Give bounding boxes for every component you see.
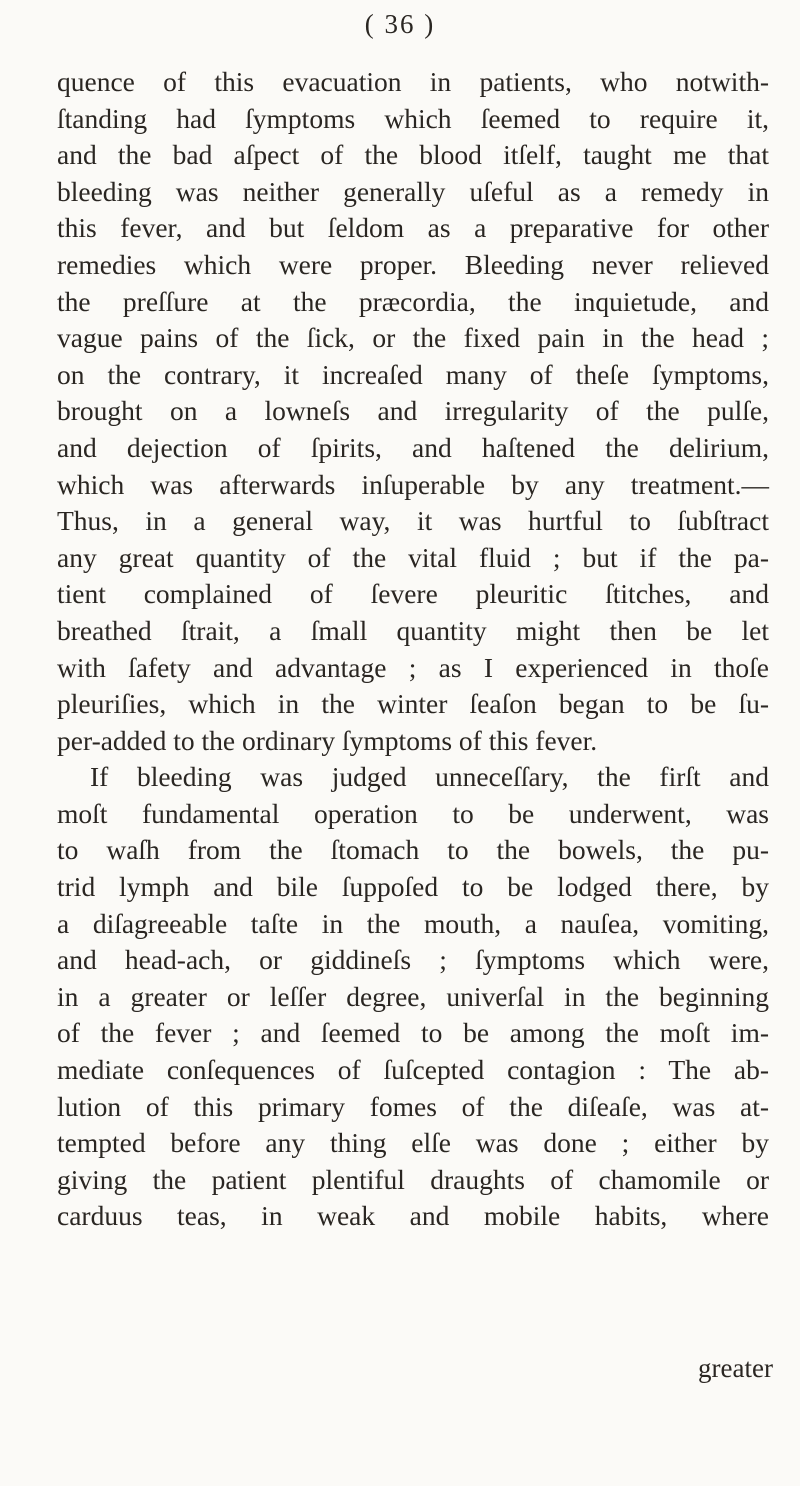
text-line: tempted before any thing elſe was done ; either by [57,1127,769,1159]
text-line: and dejection of ſpirits, and haſtened the delirium, [57,431,769,463]
text-line: vague pains of the ſick, or the fixed pain in the head ; [57,322,769,354]
text-line: pleuriſies, which in the winter ſeaſon began to be ſu- [57,688,769,720]
text-line: any great quantity of the vital fluid ; but if the pa- [57,541,769,573]
text-line: the preſſure at the præcordia, the inquietude, and [57,285,769,317]
text-line: ſtanding had ſymptoms which ſeemed to require it, [57,102,769,134]
catchword: greater [698,1353,773,1383]
text-line: of the fever ; and ſeemed to be among the moſt im- [57,1017,769,1049]
text-line: with ſafety and advantage ; as I experienced in thoſe [57,651,769,683]
text-line: and head-ach, or giddineſs ; ſymptoms which were, [57,944,769,976]
text-line: bleeding was neither generally uſeful as a remedy in [57,175,769,207]
text-line: tient complained of ſevere pleuritic ſtitches, and [57,578,769,610]
text-line: and the bad aſpect of the blood itſelf, taught me that [57,139,769,171]
text-line: moſt fundamental operation to be underwent, was [57,797,769,829]
text-line: which was afterwards inſuperable by any treatment.— [57,468,769,500]
text-line: this fever, and but ſeldom as a preparative for other [57,212,769,244]
text-line: mediate conſequences of ſuſcepted contagion : The ab- [57,1054,769,1086]
text-line: on the contrary, it increaſed many of theſe ſymptoms, [57,358,769,390]
text-line: in a greater or leſſer degree, univerſal in the beginning [57,980,769,1012]
text-line: per-added to the ordinary ſymptoms of this fever. [57,724,598,756]
text-line: breathed ſtrait, a ſmall quantity might then be let [57,614,769,646]
text-line: remedies which were proper. Bleeding never relieved [57,248,769,280]
text-line: carduus teas, in weak and mobile habits, where [57,1200,769,1232]
text-line: brought on a lowneſs and irregularity of the pulſe, [57,395,769,427]
text-line: trid lymph and bile ſuppoſed to be lodged there, by [57,871,769,903]
page-number-header: ( 36 ) [364,9,436,39]
text-line: lution of this primary fomes of the diſeaſe, was at- [57,1090,769,1122]
text-line: Thus, in a general way, it was hurtful to ſubſtract [57,505,769,537]
text-line: If bleeding was judged unneceſſary, the firſt and [90,761,769,793]
text-line: giving the patient plentiful draughts of chamomile or [57,1163,769,1195]
text-line: a diſagreeable taſte in the mouth, a nauſea, vomiting, [57,907,769,939]
text-line: to waſh from the ſtomach to the bowels, the pu- [57,834,769,866]
text-line: quence of this evacuation in patients, who notwith- [57,66,769,97]
body-text [57,64,769,1235]
